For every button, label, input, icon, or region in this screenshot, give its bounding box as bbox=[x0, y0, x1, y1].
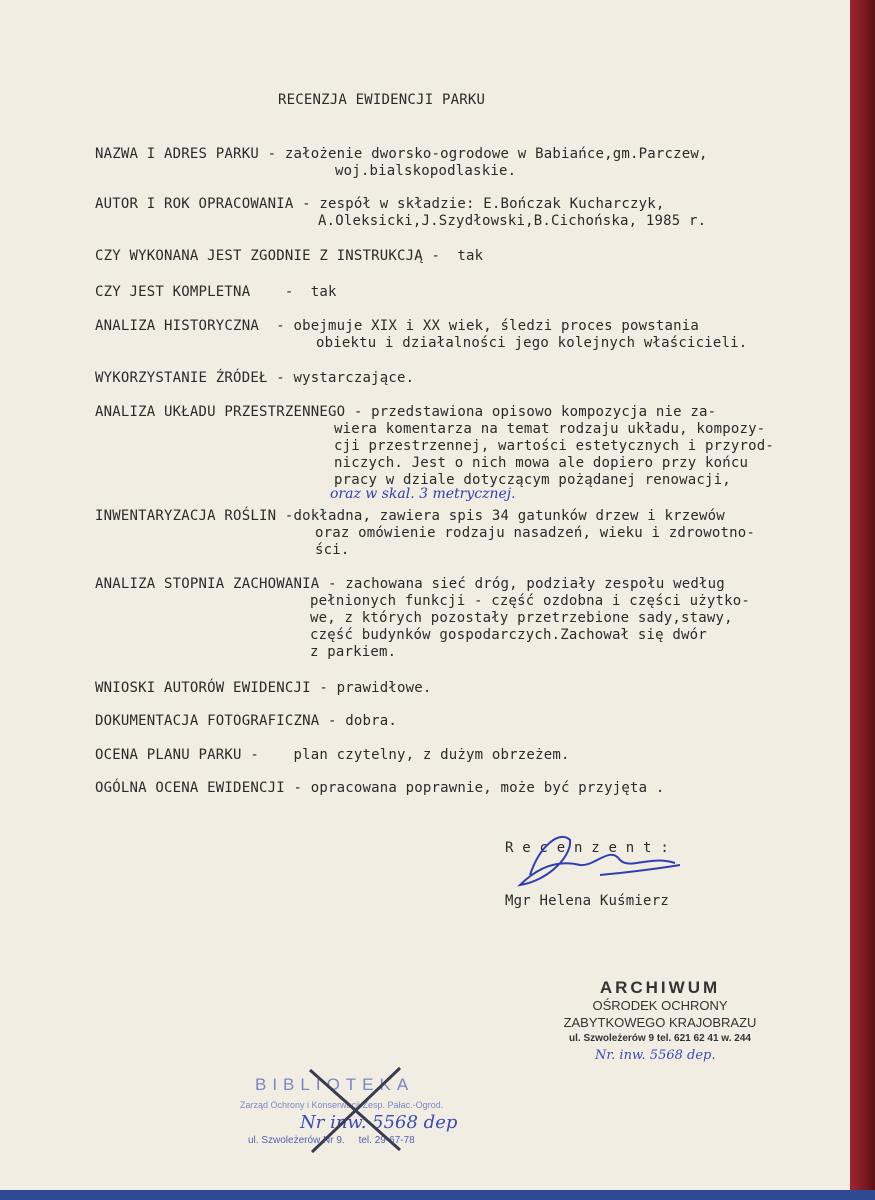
text-line: ANALIZA STOPNIA ZACHOWANIA - zachowana sieć dróg, podziały zespołu według bbox=[95, 576, 725, 592]
text-line: CZY JEST KOMPLETNA - tak bbox=[95, 284, 337, 300]
text-line: obiektu i działalności jego kolejnych właścicieli. bbox=[316, 335, 748, 351]
text-line: R e c e n z e n t : bbox=[505, 840, 669, 856]
text-line: ści. bbox=[315, 542, 350, 558]
text-line: wiera komentarza na temat rodzaju układu, kompozy- bbox=[334, 421, 766, 437]
text-line: DOKUMENTACJA FOTOGRAFICZNA - dobra. bbox=[95, 713, 398, 729]
text-line: A.Oleksicki,J.Szydłowski,B.Cichońska, 1985 r. bbox=[318, 213, 707, 229]
text-line: CZY WYKONANA JEST ZGODNIE Z INSTRUKCJĄ - tak bbox=[95, 248, 484, 264]
binding-edge bbox=[850, 0, 875, 1200]
biblioteka-line2: Zarząd Ochrony i Konserwacji Zesp. Pałac.-Ogrod. bbox=[240, 1100, 444, 1110]
signature bbox=[500, 825, 690, 895]
text-line: pracy w dziale dotyczącym pożądanej renowacji, bbox=[334, 472, 731, 488]
cross-out-mark bbox=[300, 1060, 410, 1160]
text-line: ANALIZA UKŁADU PRZESTRZENNEGO - przedstawiona opisowo kompozycja nie za- bbox=[95, 404, 717, 420]
text-line: pełnionych funkcji - część ozdobna i części użytko- bbox=[310, 593, 751, 609]
cover-edge bbox=[0, 1190, 875, 1200]
handwritten-note: oraz w skal. 3 metrycznej. bbox=[330, 486, 516, 502]
archiwum-line4: ul. Szwoleżerów 9 tel. 621 62 41 w. 244 bbox=[569, 1033, 751, 1044]
document-title: RECENZJA EWIDENCJI PARKU bbox=[278, 92, 486, 108]
biblioteka-line3: ul. Szwoleżerów Nr 9. tel. 29-67-78 bbox=[248, 1135, 415, 1146]
archiwum-stamp bbox=[545, 978, 775, 1044]
text-line: z parkiem. bbox=[310, 644, 397, 660]
text-line: AUTOR I ROK OPRACOWANIA - zespół w składzie: E.Bończak Kucharczyk, bbox=[95, 196, 665, 212]
text-line: OCENA PLANU PARKU - plan czytelny, z dużym obrzeżem. bbox=[95, 747, 570, 763]
text-line: niczych. Jest o nich mowa ale dopiero przy końcu bbox=[334, 455, 749, 471]
text-line: we, z których pozostały przetrzebione sady,stawy, bbox=[310, 610, 733, 626]
text-line: NAZWA I ADRES PARKU - założenie dworsko-ogrodowe w Babiańce,gm.Parczew, bbox=[95, 146, 708, 162]
text-line: woj.bialskopodlaskie. bbox=[335, 163, 517, 179]
archiwum-line3: ZABYTKOWEGO KRAJOBRAZU bbox=[563, 1015, 757, 1030]
biblioteka-title: BIBLIOTEKA bbox=[255, 1075, 415, 1094]
text-line: ANALIZA HISTORYCZNA - obejmuje XIX i XX wiek, śledzi proces powstania bbox=[95, 318, 700, 334]
archiwum-title: ARCHIWUM bbox=[599, 978, 721, 997]
text-line: INWENTARYZACJA ROŚLIN -dokładna, zawiera spis 34 gatunków drzew i krzewów bbox=[95, 508, 725, 524]
text-line: oraz omówienie rodzaju nasadzeń, wieku i zdrowotno- bbox=[315, 525, 756, 541]
archiwum-line2: OŚRODEK OCHRONY bbox=[592, 998, 728, 1013]
text-line: WYKORZYSTANIE ŹRÓDEŁ - wystarczające. bbox=[95, 370, 415, 386]
text-line: cji przestrzennej, wartości estetycznych i przyrod- bbox=[334, 438, 775, 454]
text-line: część budynków gospodarczych.Zachował się dwór bbox=[310, 627, 707, 643]
archiwum-handwritten: Nr. inw. 5568 dep. bbox=[595, 1048, 716, 1063]
text-line: Mgr Helena Kuśmierz bbox=[505, 893, 669, 909]
biblioteka-handwritten: Nr inw. 5568 dep bbox=[300, 1112, 458, 1133]
text-line: OGÓLNA OCENA EWIDENCJI - opracowana poprawnie, może być przyjęta . bbox=[95, 780, 665, 796]
text-line: WNIOSKI AUTORÓW EWIDENCJI - prawidłowe. bbox=[95, 680, 432, 696]
